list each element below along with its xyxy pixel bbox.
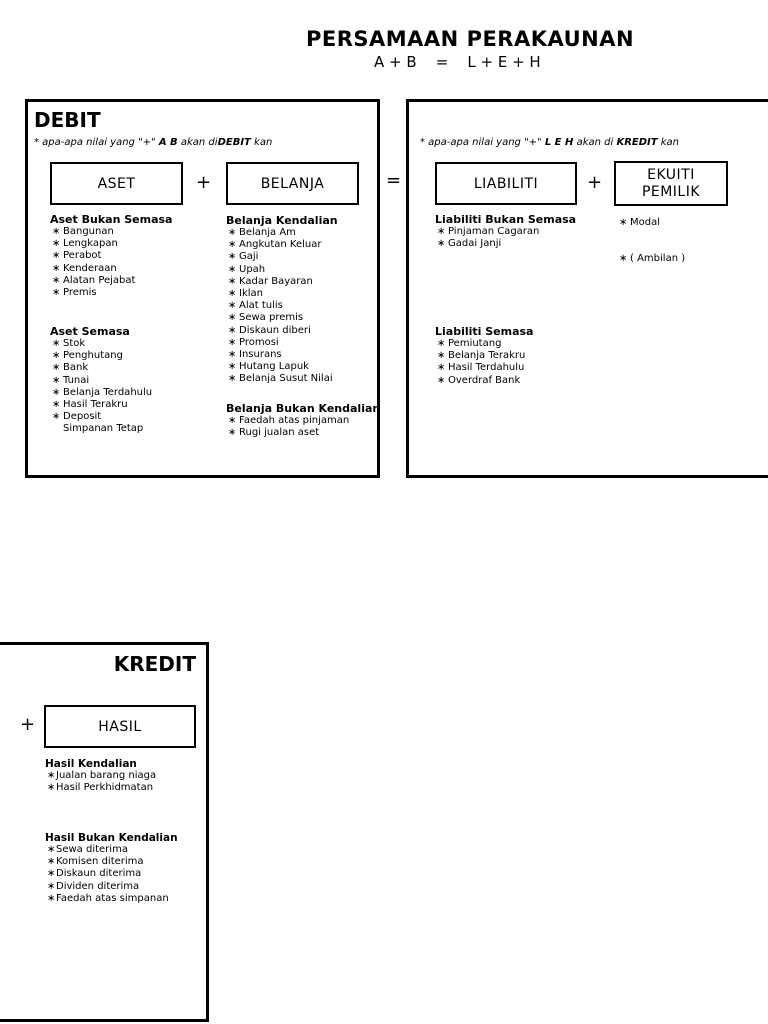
list-item: ∗ Dividen diterima — [45, 881, 178, 893]
aset-semasa-list — [50, 338, 152, 436]
belanja-box: BELANJA — [226, 162, 359, 205]
list-item: ∗ Diskaun diterima — [45, 868, 178, 880]
belanja-kendalian-title: Belanja Kendalian — [226, 214, 338, 227]
ekuiti-section — [617, 217, 660, 229]
list-item: ∗ Bangunan — [50, 226, 172, 238]
list-item: ∗ Komisen diterima — [45, 856, 178, 868]
list-item: ∗ Alatan Pejabat — [50, 275, 172, 287]
liabiliti-semasa-title: Liabiliti Semasa — [435, 325, 534, 338]
list-item: ∗ Hasil Perkhidmatan — [45, 782, 156, 794]
hasil-bukan-kendalian-section — [45, 832, 178, 905]
list-item: ∗ Iklan — [226, 288, 338, 300]
page-title: PERSAMAAN PERAKAUNAN — [306, 27, 635, 51]
ekuiti-pemilik-box: EKUITI PEMILIK — [614, 161, 728, 206]
liabiliti-semasa-section — [435, 325, 533, 387]
kredit-heading: KREDIT — [113, 652, 196, 676]
list-item: ∗ Sewa diterima — [45, 844, 178, 856]
list-item: ∗ Overdraf Bank — [435, 375, 533, 387]
list-item: ∗ Modal — [617, 217, 660, 229]
list-item: ∗ Kadar Bayaran — [226, 276, 338, 288]
plus-sign: + — [587, 172, 603, 193]
belanja-kendalian-section — [226, 214, 338, 386]
aset-bukan-semasa-list — [50, 226, 172, 299]
list-item: ∗ Hasil Terakru — [50, 399, 152, 411]
deposit-subline: Simpanan Tetap — [63, 423, 144, 435]
list-item: ∗ Rugi jualan aset — [226, 427, 380, 439]
list-item: ∗ Lengkapan — [50, 238, 172, 250]
list-item: ∗ Gadai Janji — [435, 238, 576, 250]
ambilan-section — [617, 253, 685, 265]
hasil-kendalian-section — [45, 758, 156, 794]
list-item: ∗ Alat tulis — [226, 300, 338, 312]
plus-sign: + — [196, 172, 212, 193]
kredit-note: * apa-apa nilai yang "+" L E H akan di KREDIT kan — [420, 137, 680, 148]
list-item: ∗ Jualan barang niaga — [45, 770, 156, 782]
debit-note: * apa-apa nilai yang "+" A B akan diDEBIT kan — [34, 137, 273, 148]
kredit-panel — [406, 99, 768, 478]
debit-heading: DEBIT — [34, 108, 101, 132]
hasil-box: HASIL — [44, 705, 196, 748]
list-item: ∗ Premis — [50, 287, 172, 299]
aset-box: ASET — [50, 162, 183, 205]
liabiliti-semasa-list — [435, 338, 533, 387]
list-item: ∗ Diskaun diberi — [226, 325, 338, 337]
aset-semasa-section — [50, 325, 152, 436]
list-item: ∗ Pemiutang — [435, 338, 533, 350]
list-item: ∗ Belanja Terdahulu — [50, 387, 152, 399]
aset-semasa-title: Aset Semasa — [50, 325, 130, 338]
debit-panel — [25, 99, 380, 478]
list-item: ∗ Faedah atas pinjaman — [226, 415, 380, 427]
list-item: ∗ Angkutan Keluar — [226, 239, 338, 251]
list-item: ∗ Deposit Simpanan Tetap — [50, 411, 152, 435]
aset-bukan-semasa-section — [50, 213, 172, 299]
liabiliti-bukan-semasa-title: Liabiliti Bukan Semasa — [435, 213, 577, 226]
belanja-kendalian-list — [226, 227, 338, 386]
ekuiti-list — [617, 217, 660, 229]
belanja-bukan-kendalian-title: Belanja Bukan Kendalian — [226, 402, 381, 415]
list-item: ∗ Stok — [50, 338, 152, 350]
list-item: ∗ Pinjaman Cagaran — [435, 226, 576, 238]
belanja-bukan-kendalian-section — [226, 402, 380, 439]
list-item: ∗ Insurans — [226, 349, 338, 361]
belanja-bukan-kendalian-list — [226, 415, 380, 439]
list-item: ∗ Upah — [226, 264, 338, 276]
liabiliti-bukan-semasa-list — [435, 226, 576, 250]
list-item: ∗ Kenderaan — [50, 263, 172, 275]
list-item: ∗ Faedah atas simpanan — [45, 893, 178, 905]
equation: A + B = L + E + H — [374, 53, 541, 71]
hasil-kendalian-title: Hasil Kendalian — [45, 758, 137, 770]
list-item: ∗ Belanja Susut Nilai — [226, 373, 338, 385]
equals-sign: = — [386, 170, 402, 191]
list-item: ∗ Bank — [50, 362, 152, 374]
hasil-bukan-kendalian-list — [45, 844, 178, 905]
list-item: ∗ Perabot — [50, 250, 172, 262]
plus-sign-hasil: + — [20, 714, 36, 735]
kredit-hasil-panel — [0, 642, 209, 1022]
liabiliti-box: LIABILITI — [435, 162, 577, 205]
list-item: ∗ Penghutang — [50, 350, 152, 362]
list-item: ∗ Belanja Am — [226, 227, 338, 239]
list-item: ∗ Belanja Terakru — [435, 350, 533, 362]
aset-bukan-semasa-title: Aset Bukan Semasa — [50, 213, 173, 226]
list-item: ∗ Promosi — [226, 337, 338, 349]
liabiliti-bukan-semasa-section — [435, 213, 576, 250]
hasil-bukan-kendalian-title: Hasil Bukan Kendalian — [45, 832, 178, 844]
hasil-kendalian-list — [45, 770, 156, 794]
list-item: ∗ ( Ambilan ) — [617, 253, 685, 265]
list-item: ∗ Hasil Terdahulu — [435, 362, 533, 374]
ambilan-list — [617, 253, 685, 265]
list-item: ∗ Hutang Lapuk — [226, 361, 338, 373]
list-item: ∗ Tunai — [50, 375, 152, 387]
list-item: ∗ Gaji — [226, 251, 338, 263]
list-item: ∗ Sewa premis — [226, 312, 338, 324]
